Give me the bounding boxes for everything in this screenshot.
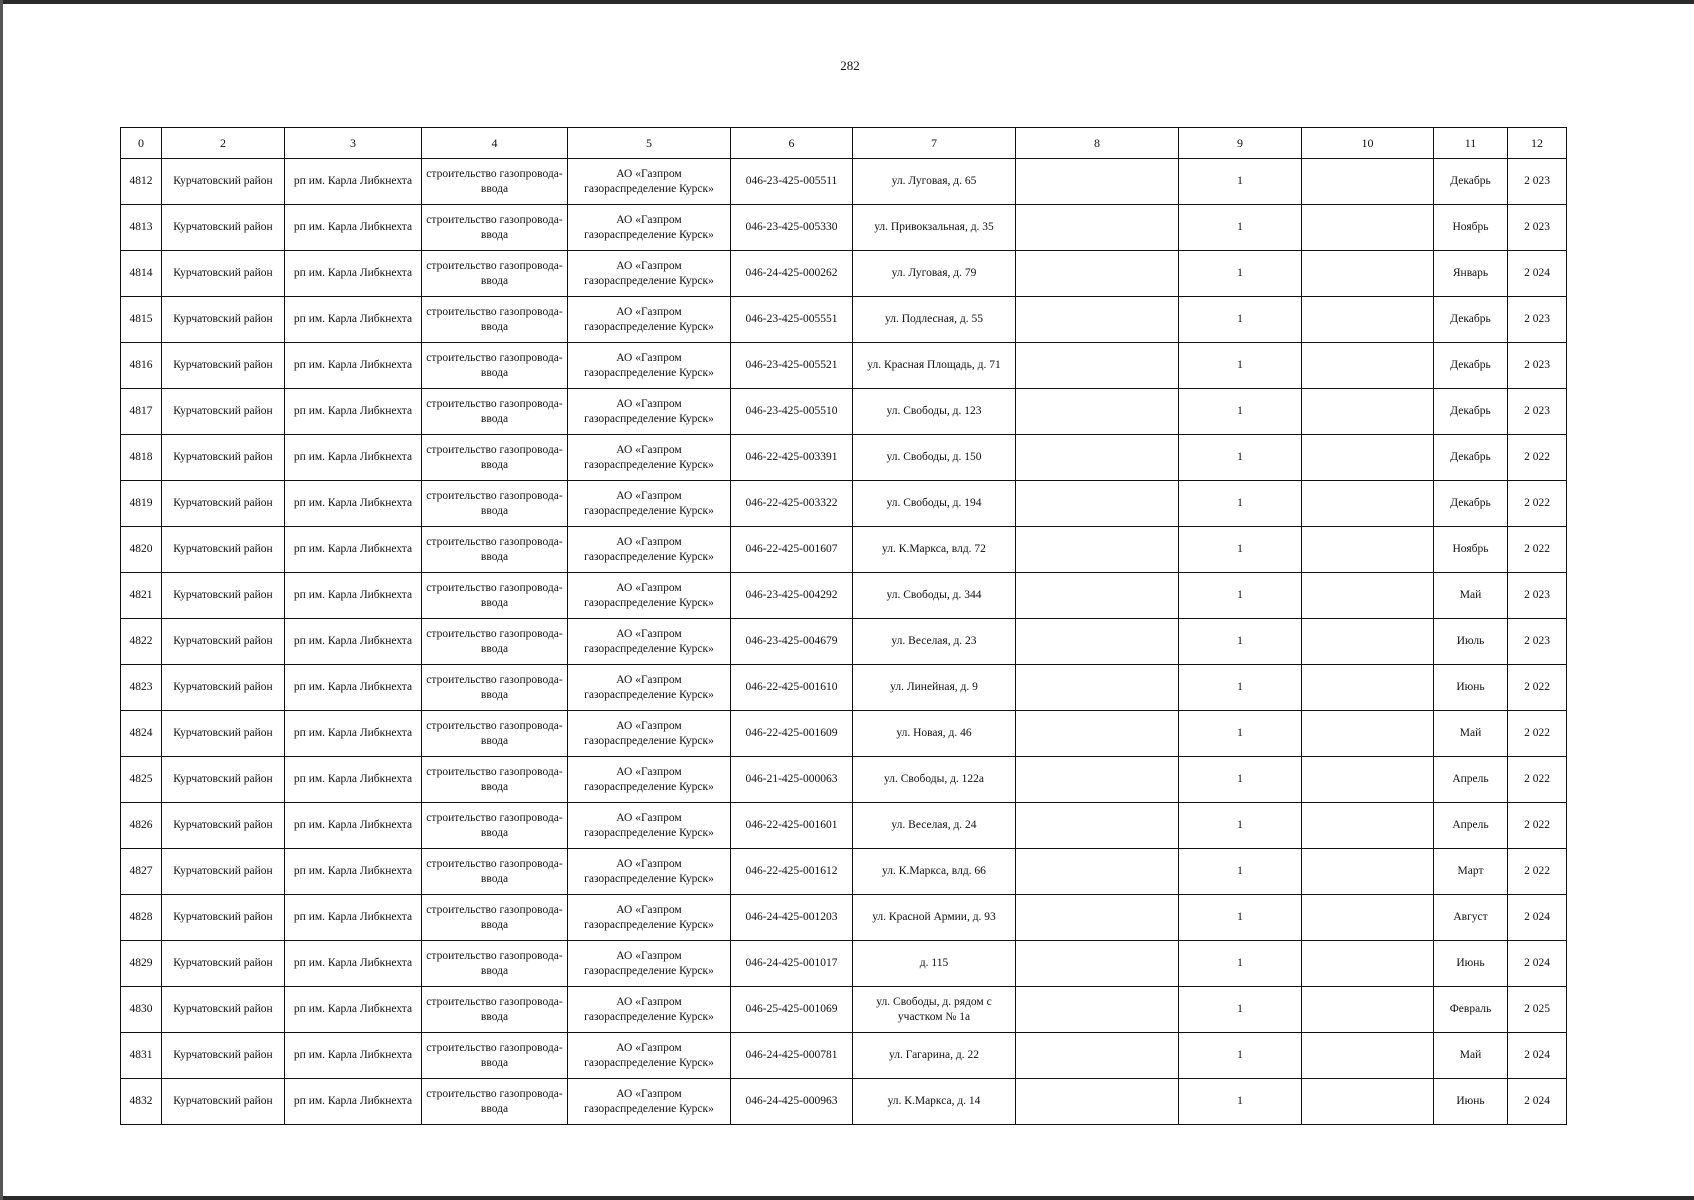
quantity-cell: 1	[1179, 527, 1302, 573]
column-8-cell	[1016, 1079, 1179, 1125]
header-row	[121, 128, 1567, 159]
column-8-cell	[1016, 297, 1179, 343]
month-cell: Февраль	[1434, 987, 1508, 1033]
work-type-cell: строительство газопровода-ввода	[422, 573, 568, 619]
row-number-cell: 4830	[121, 987, 162, 1033]
organization-cell: АО «Газпром газораспределение Курск»	[568, 527, 731, 573]
scan-border-top	[0, 0, 1694, 4]
application-code-cell: 046-23-425-005511	[731, 159, 853, 205]
work-type-cell: строительство газопровода-ввода	[422, 803, 568, 849]
column-8-cell	[1016, 481, 1179, 527]
row-number-cell: 4814	[121, 251, 162, 297]
row-number-cell: 4825	[121, 757, 162, 803]
settlement-cell: рп им. Карла Либкнехта	[285, 1033, 422, 1079]
column-10-cell	[1302, 1033, 1434, 1079]
work-type-cell: строительство газопровода-ввода	[422, 527, 568, 573]
year-cell: 2 024	[1508, 941, 1567, 987]
table-row	[121, 573, 1567, 619]
column-8-cell	[1016, 435, 1179, 481]
settlement-cell: рп им. Карла Либкнехта	[285, 941, 422, 987]
district-cell: Курчатовский район	[162, 481, 285, 527]
district-cell: Курчатовский район	[162, 849, 285, 895]
column-10-cell	[1302, 573, 1434, 619]
application-code-cell: 046-22-425-001610	[731, 665, 853, 711]
address-cell: ул. Луговая, д. 79	[853, 251, 1016, 297]
work-type-cell: строительство газопровода-ввода	[422, 1079, 568, 1125]
column-header: 12	[1508, 128, 1567, 159]
organization-cell: АО «Газпром газораспределение Курск»	[568, 481, 731, 527]
column-8-cell	[1016, 343, 1179, 389]
district-cell: Курчатовский район	[162, 205, 285, 251]
column-10-cell	[1302, 435, 1434, 481]
table-row	[121, 297, 1567, 343]
column-8-cell	[1016, 757, 1179, 803]
row-number-cell: 4822	[121, 619, 162, 665]
row-number-cell: 4824	[121, 711, 162, 757]
year-cell: 2 022	[1508, 665, 1567, 711]
quantity-cell: 1	[1179, 481, 1302, 527]
district-cell: Курчатовский район	[162, 665, 285, 711]
organization-cell: АО «Газпром газораспределение Курск»	[568, 619, 731, 665]
year-cell: 2 022	[1508, 757, 1567, 803]
month-cell: Ноябрь	[1434, 527, 1508, 573]
column-8-cell	[1016, 665, 1179, 711]
work-type-cell: строительство газопровода-ввода	[422, 297, 568, 343]
table-row	[121, 389, 1567, 435]
settlement-cell: рп им. Карла Либкнехта	[285, 987, 422, 1033]
year-cell: 2 023	[1508, 573, 1567, 619]
quantity-cell: 1	[1179, 849, 1302, 895]
row-number-cell: 4815	[121, 297, 162, 343]
year-cell: 2 022	[1508, 481, 1567, 527]
quantity-cell: 1	[1179, 1079, 1302, 1125]
column-header: 5	[568, 128, 731, 159]
column-10-cell	[1302, 343, 1434, 389]
settlement-cell: рп им. Карла Либкнехта	[285, 527, 422, 573]
column-header: 2	[162, 128, 285, 159]
application-code-cell: 046-24-425-000781	[731, 1033, 853, 1079]
application-code-cell: 046-22-425-001607	[731, 527, 853, 573]
quantity-cell: 1	[1179, 389, 1302, 435]
address-cell: ул. Красной Армии, д. 93	[853, 895, 1016, 941]
column-8-cell	[1016, 527, 1179, 573]
row-number-cell: 4816	[121, 343, 162, 389]
settlement-cell: рп им. Карла Либкнехта	[285, 205, 422, 251]
work-type-cell: строительство газопровода-ввода	[422, 665, 568, 711]
column-10-cell	[1302, 941, 1434, 987]
organization-cell: АО «Газпром газораспределение Курск»	[568, 251, 731, 297]
column-10-cell	[1302, 159, 1434, 205]
application-code-cell: 046-23-425-005510	[731, 389, 853, 435]
settlement-cell: рп им. Карла Либкнехта	[285, 895, 422, 941]
settlement-cell: рп им. Карла Либкнехта	[285, 435, 422, 481]
quantity-cell: 1	[1179, 803, 1302, 849]
application-code-cell: 046-23-425-005330	[731, 205, 853, 251]
column-header: 8	[1016, 128, 1179, 159]
settlement-cell: рп им. Карла Либкнехта	[285, 711, 422, 757]
work-type-cell: строительство газопровода-ввода	[422, 987, 568, 1033]
address-cell: д. 115	[853, 941, 1016, 987]
column-10-cell	[1302, 849, 1434, 895]
organization-cell: АО «Газпром газораспределение Курск»	[568, 941, 731, 987]
address-cell: ул. Веселая, д. 24	[853, 803, 1016, 849]
column-10-cell	[1302, 1079, 1434, 1125]
row-number-cell: 4820	[121, 527, 162, 573]
application-code-cell: 046-22-425-003391	[731, 435, 853, 481]
column-header: 4	[422, 128, 568, 159]
row-number-cell: 4812	[121, 159, 162, 205]
district-cell: Курчатовский район	[162, 251, 285, 297]
organization-cell: АО «Газпром газораспределение Курск»	[568, 343, 731, 389]
column-8-cell	[1016, 941, 1179, 987]
table-row	[121, 895, 1567, 941]
column-header: 7	[853, 128, 1016, 159]
column-8-cell	[1016, 803, 1179, 849]
row-number-cell: 4821	[121, 573, 162, 619]
table-row	[121, 343, 1567, 389]
settlement-cell: рп им. Карла Либкнехта	[285, 849, 422, 895]
column-10-cell	[1302, 619, 1434, 665]
column-10-cell	[1302, 205, 1434, 251]
table-row	[121, 205, 1567, 251]
table-row	[121, 159, 1567, 205]
organization-cell: АО «Газпром газораспределение Курск»	[568, 573, 731, 619]
district-cell: Курчатовский район	[162, 1033, 285, 1079]
column-header: 3	[285, 128, 422, 159]
application-code-cell: 046-23-425-004292	[731, 573, 853, 619]
quantity-cell: 1	[1179, 665, 1302, 711]
table-row	[121, 987, 1567, 1033]
month-cell: Декабрь	[1434, 389, 1508, 435]
organization-cell: АО «Газпром газораспределение Курск»	[568, 389, 731, 435]
application-code-cell: 046-22-425-001612	[731, 849, 853, 895]
row-number-cell: 4829	[121, 941, 162, 987]
year-cell: 2 023	[1508, 205, 1567, 251]
table-row	[121, 527, 1567, 573]
month-cell: Январь	[1434, 251, 1508, 297]
application-code-cell: 046-24-425-000262	[731, 251, 853, 297]
row-number-cell: 4819	[121, 481, 162, 527]
column-10-cell	[1302, 389, 1434, 435]
table-row	[121, 941, 1567, 987]
column-10-cell	[1302, 711, 1434, 757]
organization-cell: АО «Газпром газораспределение Курск»	[568, 711, 731, 757]
table-row	[121, 665, 1567, 711]
table-row	[121, 251, 1567, 297]
district-cell: Курчатовский район	[162, 389, 285, 435]
quantity-cell: 1	[1179, 987, 1302, 1033]
month-cell: Май	[1434, 573, 1508, 619]
application-code-cell: 046-22-425-003322	[731, 481, 853, 527]
column-10-cell	[1302, 803, 1434, 849]
quantity-cell: 1	[1179, 941, 1302, 987]
year-cell: 2 022	[1508, 711, 1567, 757]
column-8-cell	[1016, 987, 1179, 1033]
column-8-cell	[1016, 1033, 1179, 1079]
work-type-cell: строительство газопровода-ввода	[422, 895, 568, 941]
month-cell: Май	[1434, 1033, 1508, 1079]
work-type-cell: строительство газопровода-ввода	[422, 711, 568, 757]
address-cell: ул. Гагарина, д. 22	[853, 1033, 1016, 1079]
district-cell: Курчатовский район	[162, 297, 285, 343]
year-cell: 2 024	[1508, 1079, 1567, 1125]
application-code-cell: 046-21-425-000063	[731, 757, 853, 803]
work-type-cell: строительство газопровода-ввода	[422, 941, 568, 987]
district-cell: Курчатовский район	[162, 435, 285, 481]
year-cell: 2 023	[1508, 343, 1567, 389]
month-cell: Июнь	[1434, 941, 1508, 987]
organization-cell: АО «Газпром газораспределение Курск»	[568, 297, 731, 343]
organization-cell: АО «Газпром газораспределение Курск»	[568, 665, 731, 711]
column-10-cell	[1302, 527, 1434, 573]
column-header: 0	[121, 128, 162, 159]
district-cell: Курчатовский район	[162, 987, 285, 1033]
address-cell: ул. К.Маркса, д. 14	[853, 1079, 1016, 1125]
year-cell: 2 023	[1508, 619, 1567, 665]
work-type-cell: строительство газопровода-ввода	[422, 343, 568, 389]
organization-cell: АО «Газпром газораспределение Курск»	[568, 205, 731, 251]
organization-cell: АО «Газпром газораспределение Курск»	[568, 803, 731, 849]
address-cell: ул. Свободы, д. 344	[853, 573, 1016, 619]
table-row	[121, 849, 1567, 895]
year-cell: 2 024	[1508, 251, 1567, 297]
address-cell: ул. Свободы, д. 150	[853, 435, 1016, 481]
quantity-cell: 1	[1179, 343, 1302, 389]
month-cell: Декабрь	[1434, 435, 1508, 481]
application-code-cell: 046-23-425-004679	[731, 619, 853, 665]
work-type-cell: строительство газопровода-ввода	[422, 1033, 568, 1079]
settlement-cell: рп им. Карла Либкнехта	[285, 619, 422, 665]
row-number-cell: 4831	[121, 1033, 162, 1079]
address-cell: ул. Подлесная, д. 55	[853, 297, 1016, 343]
row-number-cell: 4813	[121, 205, 162, 251]
column-8-cell	[1016, 573, 1179, 619]
month-cell: Июль	[1434, 619, 1508, 665]
address-cell: ул. Веселая, д. 23	[853, 619, 1016, 665]
address-cell: ул. Новая, д. 46	[853, 711, 1016, 757]
settlement-cell: рп им. Карла Либкнехта	[285, 757, 422, 803]
column-8-cell	[1016, 895, 1179, 941]
row-number-cell: 4827	[121, 849, 162, 895]
district-cell: Курчатовский район	[162, 159, 285, 205]
month-cell: Июнь	[1434, 1079, 1508, 1125]
year-cell: 2 022	[1508, 803, 1567, 849]
organization-cell: АО «Газпром газораспределение Курск»	[568, 757, 731, 803]
year-cell: 2 022	[1508, 849, 1567, 895]
column-8-cell	[1016, 849, 1179, 895]
month-cell: Май	[1434, 711, 1508, 757]
organization-cell: АО «Газпром газораспределение Курск»	[568, 435, 731, 481]
district-cell: Курчатовский район	[162, 1079, 285, 1125]
application-code-cell: 046-22-425-001609	[731, 711, 853, 757]
month-cell: Ноябрь	[1434, 205, 1508, 251]
table-row	[121, 619, 1567, 665]
column-8-cell	[1016, 159, 1179, 205]
work-type-cell: строительство газопровода-ввода	[422, 619, 568, 665]
settlement-cell: рп им. Карла Либкнехта	[285, 389, 422, 435]
year-cell: 2 024	[1508, 895, 1567, 941]
month-cell: Август	[1434, 895, 1508, 941]
work-type-cell: строительство газопровода-ввода	[422, 205, 568, 251]
month-cell: Июнь	[1434, 665, 1508, 711]
year-cell: 2 022	[1508, 527, 1567, 573]
district-cell: Курчатовский район	[162, 757, 285, 803]
quantity-cell: 1	[1179, 435, 1302, 481]
settlement-cell: рп им. Карла Либкнехта	[285, 1079, 422, 1125]
address-cell: ул. К.Маркса, влд. 72	[853, 527, 1016, 573]
district-cell: Курчатовский район	[162, 573, 285, 619]
row-number-cell: 4823	[121, 665, 162, 711]
district-cell: Курчатовский район	[162, 527, 285, 573]
column-10-cell	[1302, 251, 1434, 297]
address-cell: ул. К.Маркса, влд. 66	[853, 849, 1016, 895]
settlement-cell: рп им. Карла Либкнехта	[285, 665, 422, 711]
application-code-cell: 046-24-425-001017	[731, 941, 853, 987]
table-row	[121, 711, 1567, 757]
column-8-cell	[1016, 205, 1179, 251]
application-code-cell: 046-22-425-001601	[731, 803, 853, 849]
settlement-cell: рп им. Карла Либкнехта	[285, 251, 422, 297]
organization-cell: АО «Газпром газораспределение Курск»	[568, 987, 731, 1033]
address-cell: ул. Красная Площадь, д. 71	[853, 343, 1016, 389]
organization-cell: АО «Газпром газораспределение Курск»	[568, 895, 731, 941]
row-number-cell: 4817	[121, 389, 162, 435]
quantity-cell: 1	[1179, 757, 1302, 803]
quantity-cell: 1	[1179, 205, 1302, 251]
district-cell: Курчатовский район	[162, 711, 285, 757]
district-cell: Курчатовский район	[162, 343, 285, 389]
page-number: 282	[840, 58, 860, 73]
application-code-cell: 046-25-425-001069	[731, 987, 853, 1033]
application-code-cell: 046-24-425-001203	[731, 895, 853, 941]
application-code-cell: 046-24-425-000963	[731, 1079, 853, 1125]
address-cell: ул. Луговая, д. 65	[853, 159, 1016, 205]
settlement-cell: рп им. Карла Либкнехта	[285, 481, 422, 527]
work-type-cell: строительство газопровода-ввода	[422, 435, 568, 481]
column-8-cell	[1016, 389, 1179, 435]
column-10-cell	[1302, 297, 1434, 343]
month-cell: Апрель	[1434, 757, 1508, 803]
quantity-cell: 1	[1179, 619, 1302, 665]
address-cell: ул. Свободы, д. 122а	[853, 757, 1016, 803]
address-cell: ул. Свободы, д. 194	[853, 481, 1016, 527]
table-row	[121, 435, 1567, 481]
month-cell: Декабрь	[1434, 297, 1508, 343]
address-cell: ул. Свободы, д. 123	[853, 389, 1016, 435]
address-cell: ул. Привокзальная, д. 35	[853, 205, 1016, 251]
settlement-cell: рп им. Карла Либкнехта	[285, 297, 422, 343]
quantity-cell: 1	[1179, 297, 1302, 343]
year-cell: 2 023	[1508, 159, 1567, 205]
row-number-cell: 4826	[121, 803, 162, 849]
settlement-cell: рп им. Карла Либкнехта	[285, 159, 422, 205]
quantity-cell: 1	[1179, 159, 1302, 205]
column-10-cell	[1302, 757, 1434, 803]
column-8-cell	[1016, 619, 1179, 665]
column-8-cell	[1016, 711, 1179, 757]
column-header: 9	[1179, 128, 1302, 159]
table-row	[121, 481, 1567, 527]
quantity-cell: 1	[1179, 1033, 1302, 1079]
organization-cell: АО «Газпром газораспределение Курск»	[568, 849, 731, 895]
month-cell: Декабрь	[1434, 343, 1508, 389]
work-type-cell: строительство газопровода-ввода	[422, 481, 568, 527]
scan-border-left	[0, 0, 3, 1200]
work-type-cell: строительство газопровода-ввода	[422, 159, 568, 205]
year-cell: 2 025	[1508, 987, 1567, 1033]
settlement-cell: рп им. Карла Либкнехта	[285, 343, 422, 389]
work-type-cell: строительство газопровода-ввода	[422, 389, 568, 435]
month-cell: Декабрь	[1434, 481, 1508, 527]
table-row	[121, 757, 1567, 803]
scan-border-bottom	[0, 1196, 1694, 1200]
settlement-cell: рп им. Карла Либкнехта	[285, 803, 422, 849]
application-code-cell: 046-23-425-005551	[731, 297, 853, 343]
district-cell: Курчатовский район	[162, 895, 285, 941]
column-header: 11	[1434, 128, 1508, 159]
column-header: 10	[1302, 128, 1434, 159]
application-code-cell: 046-23-425-005521	[731, 343, 853, 389]
month-cell: Декабрь	[1434, 159, 1508, 205]
year-cell: 2 024	[1508, 1033, 1567, 1079]
month-cell: Март	[1434, 849, 1508, 895]
row-number-cell: 4828	[121, 895, 162, 941]
column-10-cell	[1302, 481, 1434, 527]
column-10-cell	[1302, 895, 1434, 941]
column-header: 6	[731, 128, 853, 159]
year-cell: 2 023	[1508, 389, 1567, 435]
organization-cell: АО «Газпром газораспределение Курск»	[568, 1033, 731, 1079]
quantity-cell: 1	[1179, 895, 1302, 941]
work-type-cell: строительство газопровода-ввода	[422, 251, 568, 297]
year-cell: 2 023	[1508, 297, 1567, 343]
work-type-cell: строительство газопровода-ввода	[422, 849, 568, 895]
organization-cell: АО «Газпром газораспределение Курск»	[568, 1079, 731, 1125]
district-cell: Курчатовский район	[162, 941, 285, 987]
column-10-cell	[1302, 665, 1434, 711]
settlement-cell: рп им. Карла Либкнехта	[285, 573, 422, 619]
address-cell: ул. Свободы, д. рядом с участком № 1а	[853, 987, 1016, 1033]
gas-connection-register-table	[120, 127, 1567, 1125]
year-cell: 2 022	[1508, 435, 1567, 481]
work-type-cell: строительство газопровода-ввода	[422, 757, 568, 803]
row-number-cell: 4832	[121, 1079, 162, 1125]
quantity-cell: 1	[1179, 573, 1302, 619]
column-10-cell	[1302, 987, 1434, 1033]
address-cell: ул. Линейная, д. 9	[853, 665, 1016, 711]
quantity-cell: 1	[1179, 251, 1302, 297]
table-row	[121, 803, 1567, 849]
quantity-cell: 1	[1179, 711, 1302, 757]
row-number-cell: 4818	[121, 435, 162, 481]
month-cell: Апрель	[1434, 803, 1508, 849]
district-cell: Курчатовский район	[162, 619, 285, 665]
district-cell: Курчатовский район	[162, 803, 285, 849]
table-row	[121, 1033, 1567, 1079]
organization-cell: АО «Газпром газораспределение Курск»	[568, 159, 731, 205]
table-row	[121, 1079, 1567, 1125]
column-8-cell	[1016, 251, 1179, 297]
